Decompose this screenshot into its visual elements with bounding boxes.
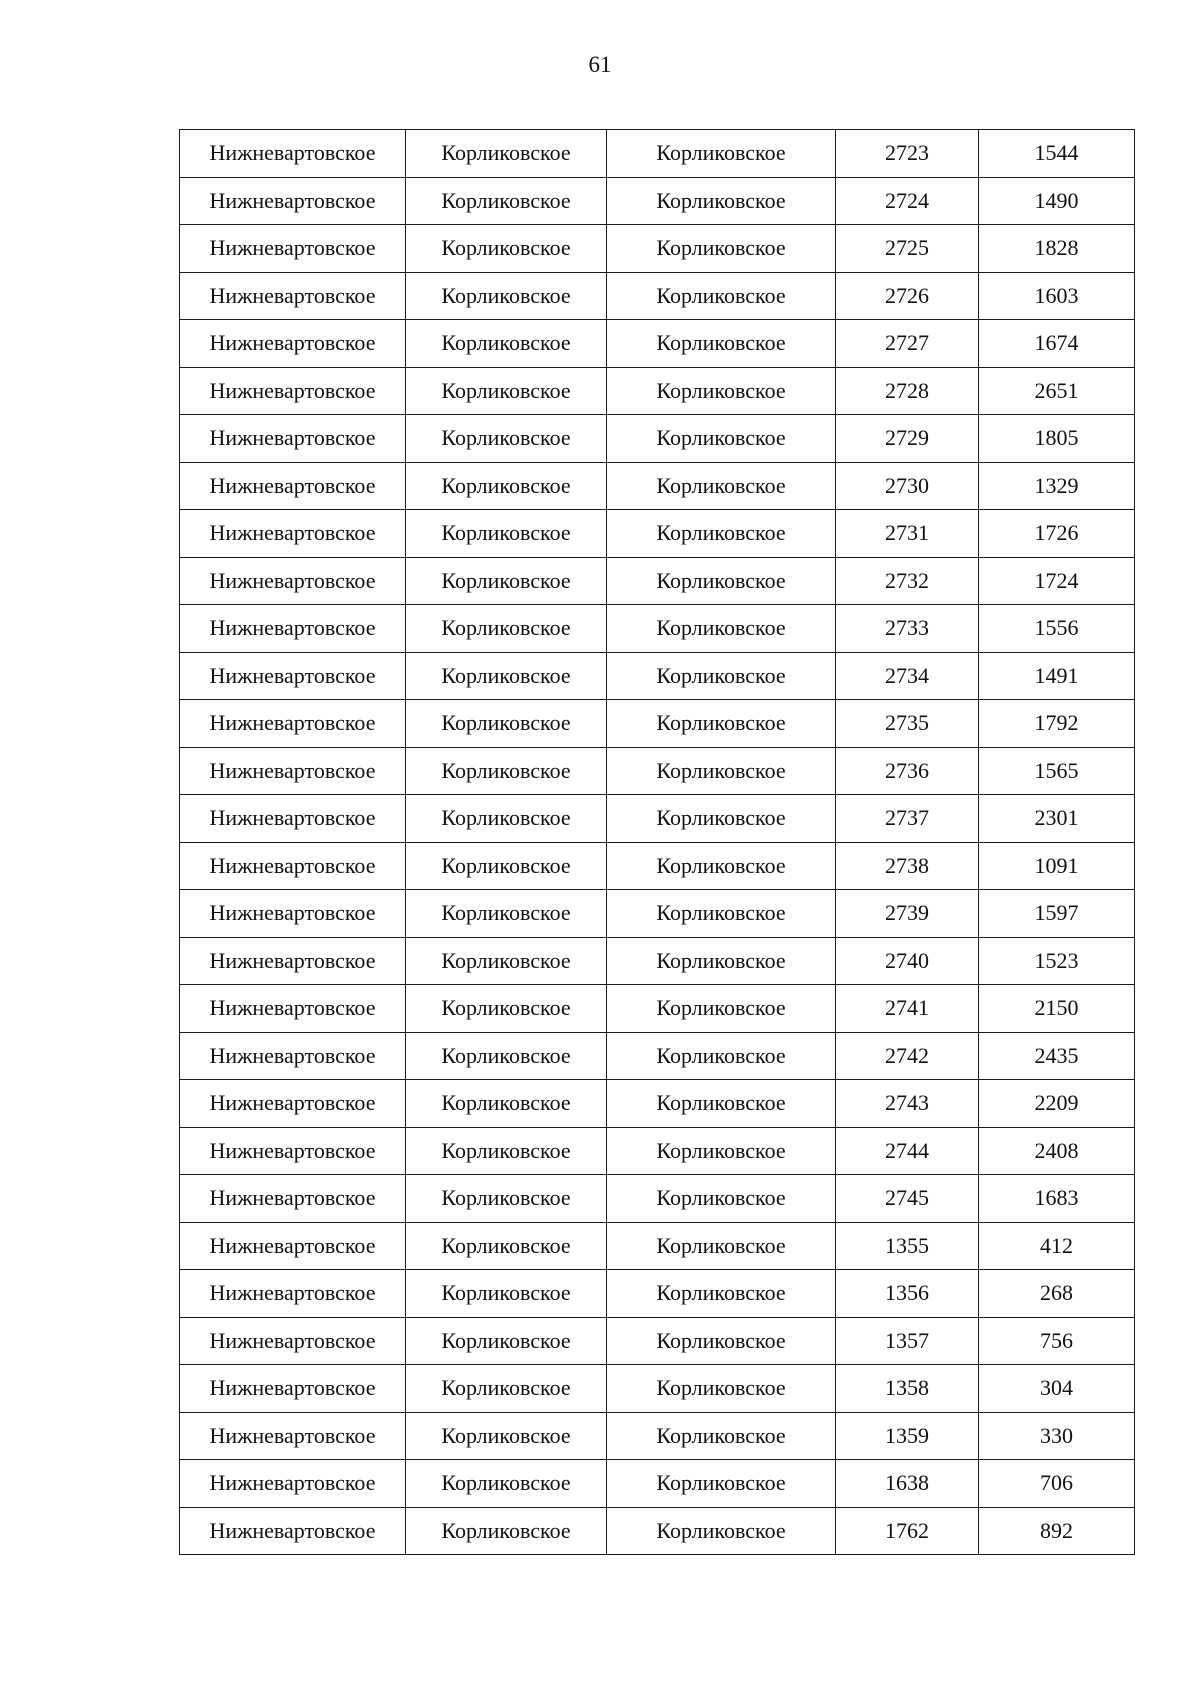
table-row: [180, 367, 1135, 415]
quarter-cell: 1356: [836, 1270, 979, 1318]
table-row: [180, 510, 1135, 558]
subdivision-cell: Корликовское: [607, 415, 836, 463]
district-cell: Нижневартовское: [180, 1270, 406, 1318]
district-cell: Нижневартовское: [180, 795, 406, 843]
quarter-cell: 2741: [836, 985, 979, 1033]
table-row: [180, 1507, 1135, 1555]
forestry-cell: Корликовское: [406, 1222, 607, 1270]
table-row: [180, 557, 1135, 605]
district-cell: Нижневартовское: [180, 937, 406, 985]
value-cell: 304: [979, 1365, 1135, 1413]
forestry-cell: Корликовское: [406, 1270, 607, 1318]
quarter-cell: 2737: [836, 795, 979, 843]
table-row: [180, 605, 1135, 653]
subdivision-cell: Корликовское: [607, 1507, 836, 1555]
quarter-cell: 2738: [836, 842, 979, 890]
value-cell: 1828: [979, 225, 1135, 273]
district-cell: Нижневартовское: [180, 652, 406, 700]
subdivision-cell: Корликовское: [607, 1412, 836, 1460]
quarter-cell: 2745: [836, 1175, 979, 1223]
quarter-cell: 2731: [836, 510, 979, 558]
table-row: [180, 937, 1135, 985]
forestry-cell: Корликовское: [406, 652, 607, 700]
district-cell: Нижневартовское: [180, 130, 406, 178]
value-cell: 1805: [979, 415, 1135, 463]
value-cell: 1544: [979, 130, 1135, 178]
table-row: [180, 1222, 1135, 1270]
district-cell: Нижневартовское: [180, 605, 406, 653]
quarter-cell: 2733: [836, 605, 979, 653]
quarter-cell: 2742: [836, 1032, 979, 1080]
quarter-cell: 2727: [836, 320, 979, 368]
forestry-cell: Корликовское: [406, 557, 607, 605]
district-cell: Нижневартовское: [180, 225, 406, 273]
forestry-cell: Корликовское: [406, 605, 607, 653]
quarter-cell: 2726: [836, 272, 979, 320]
forestry-cell: Корликовское: [406, 1175, 607, 1223]
forestry-cell: Корликовское: [406, 985, 607, 1033]
forestry-cell: Корликовское: [406, 700, 607, 748]
value-cell: 1523: [979, 937, 1135, 985]
table-row: [180, 652, 1135, 700]
forestry-cell: Корликовское: [406, 1507, 607, 1555]
subdivision-cell: Корликовское: [607, 985, 836, 1033]
district-cell: Нижневартовское: [180, 272, 406, 320]
quarter-cell: 2734: [836, 652, 979, 700]
forestry-cell: Корликовское: [406, 130, 607, 178]
district-cell: Нижневартовское: [180, 1080, 406, 1128]
table-row: [180, 842, 1135, 890]
table-row: [180, 415, 1135, 463]
district-cell: Нижневартовское: [180, 842, 406, 890]
value-cell: 1792: [979, 700, 1135, 748]
value-cell: 2435: [979, 1032, 1135, 1080]
subdivision-cell: Корликовское: [607, 1270, 836, 1318]
table-row: [180, 1460, 1135, 1508]
quarter-cell: 2729: [836, 415, 979, 463]
value-cell: 1603: [979, 272, 1135, 320]
value-cell: 2209: [979, 1080, 1135, 1128]
subdivision-cell: Корликовское: [607, 557, 836, 605]
subdivision-cell: Корликовское: [607, 842, 836, 890]
table-row: [180, 1365, 1135, 1413]
quarter-cell: 2728: [836, 367, 979, 415]
forestry-cell: Корликовское: [406, 795, 607, 843]
district-cell: Нижневартовское: [180, 1317, 406, 1365]
forestry-cell: Корликовское: [406, 1317, 607, 1365]
value-cell: 1724: [979, 557, 1135, 605]
subdivision-cell: Корликовское: [607, 1175, 836, 1223]
subdivision-cell: Корликовское: [607, 272, 836, 320]
subdivision-cell: Корликовское: [607, 177, 836, 225]
table-row: [180, 1127, 1135, 1175]
district-cell: Нижневартовское: [180, 177, 406, 225]
table-row: [180, 320, 1135, 368]
quarter-cell: 1762: [836, 1507, 979, 1555]
value-cell: 1091: [979, 842, 1135, 890]
quarter-cell: 2732: [836, 557, 979, 605]
quarter-cell: 1359: [836, 1412, 979, 1460]
value-cell: 1565: [979, 747, 1135, 795]
forestry-cell: Корликовское: [406, 272, 607, 320]
forestry-cell: Корликовское: [406, 842, 607, 890]
value-cell: 1490: [979, 177, 1135, 225]
subdivision-cell: Корликовское: [607, 130, 836, 178]
forestry-cell: Корликовское: [406, 320, 607, 368]
quarter-cell: 1355: [836, 1222, 979, 1270]
subdivision-cell: Корликовское: [607, 795, 836, 843]
subdivision-cell: Корликовское: [607, 937, 836, 985]
forestry-cell: Корликовское: [406, 890, 607, 938]
table-row: [180, 272, 1135, 320]
value-cell: 2408: [979, 1127, 1135, 1175]
district-cell: Нижневартовское: [180, 1460, 406, 1508]
quarter-cell: 2736: [836, 747, 979, 795]
subdivision-cell: Корликовское: [607, 1127, 836, 1175]
page-number: 61: [588, 52, 612, 77]
value-cell: 330: [979, 1412, 1135, 1460]
subdivision-cell: Корликовское: [607, 462, 836, 510]
value-cell: 706: [979, 1460, 1135, 1508]
forestry-cell: Корликовское: [406, 1460, 607, 1508]
value-cell: 412: [979, 1222, 1135, 1270]
quarter-cell: 2744: [836, 1127, 979, 1175]
district-cell: Нижневартовское: [180, 367, 406, 415]
table-row: [180, 1412, 1135, 1460]
district-cell: Нижневартовское: [180, 1222, 406, 1270]
quarter-cell: 2725: [836, 225, 979, 273]
value-cell: 1726: [979, 510, 1135, 558]
subdivision-cell: Корликовское: [607, 1032, 836, 1080]
subdivision-cell: Корликовское: [607, 367, 836, 415]
district-cell: Нижневартовское: [180, 985, 406, 1033]
table-body: [180, 130, 1135, 1555]
quarter-cell: 2743: [836, 1080, 979, 1128]
forestry-cell: Корликовское: [406, 225, 607, 273]
subdivision-cell: Корликовское: [607, 1460, 836, 1508]
quarter-cell: 1638: [836, 1460, 979, 1508]
value-cell: 1556: [979, 605, 1135, 653]
table-row: [180, 1032, 1135, 1080]
district-cell: Нижневартовское: [180, 557, 406, 605]
subdivision-cell: Корликовское: [607, 605, 836, 653]
forestry-cell: Корликовское: [406, 415, 607, 463]
value-cell: 1674: [979, 320, 1135, 368]
quarter-cell: 2740: [836, 937, 979, 985]
subdivision-cell: Корликовское: [607, 1365, 836, 1413]
subdivision-cell: Корликовское: [607, 747, 836, 795]
subdivision-cell: Корликовское: [607, 1317, 836, 1365]
table-row: [180, 177, 1135, 225]
value-cell: 1329: [979, 462, 1135, 510]
quarter-cell: 2730: [836, 462, 979, 510]
district-cell: Нижневартовское: [180, 1365, 406, 1413]
table-row: [180, 985, 1135, 1033]
forestry-cell: Корликовское: [406, 1032, 607, 1080]
value-cell: 1491: [979, 652, 1135, 700]
forestry-cell: Корликовское: [406, 462, 607, 510]
table-row: [180, 1080, 1135, 1128]
subdivision-cell: Корликовское: [607, 225, 836, 273]
table-row: [180, 1317, 1135, 1365]
forestry-cell: Корликовское: [406, 177, 607, 225]
district-cell: Нижневартовское: [180, 1175, 406, 1223]
subdivision-cell: Корликовское: [607, 1222, 836, 1270]
forestry-cell: Корликовское: [406, 937, 607, 985]
quarter-cell: 2735: [836, 700, 979, 748]
table-row: [180, 130, 1135, 178]
value-cell: 756: [979, 1317, 1135, 1365]
quarter-cell: 1358: [836, 1365, 979, 1413]
subdivision-cell: Корликовское: [607, 700, 836, 748]
subdivision-cell: Корликовское: [607, 652, 836, 700]
forestry-cell: Корликовское: [406, 1365, 607, 1413]
table-row: [180, 462, 1135, 510]
table-row: [180, 890, 1135, 938]
value-cell: 2651: [979, 367, 1135, 415]
value-cell: 268: [979, 1270, 1135, 1318]
value-cell: 2150: [979, 985, 1135, 1033]
subdivision-cell: Корликовское: [607, 510, 836, 558]
district-cell: Нижневартовское: [180, 1032, 406, 1080]
subdivision-cell: Корликовское: [607, 1080, 836, 1128]
quarter-cell: 2723: [836, 130, 979, 178]
forestry-cell: Корликовское: [406, 1080, 607, 1128]
table-row: [180, 747, 1135, 795]
table-row: [180, 225, 1135, 273]
value-cell: 1683: [979, 1175, 1135, 1223]
value-cell: 1597: [979, 890, 1135, 938]
forestry-cell: Корликовское: [406, 367, 607, 415]
district-cell: Нижневартовское: [180, 890, 406, 938]
district-cell: Нижневартовское: [180, 320, 406, 368]
subdivision-cell: Корликовское: [607, 890, 836, 938]
forestry-cell: Корликовское: [406, 510, 607, 558]
forestry-cell: Корликовское: [406, 1127, 607, 1175]
table-row: [180, 1175, 1135, 1223]
subdivision-cell: Корликовское: [607, 320, 836, 368]
value-cell: 892: [979, 1507, 1135, 1555]
table-row: [180, 795, 1135, 843]
value-cell: 2301: [979, 795, 1135, 843]
quarter-cell: 2739: [836, 890, 979, 938]
quarter-cell: 1357: [836, 1317, 979, 1365]
data-table: [179, 129, 1135, 1555]
district-cell: Нижневартовское: [180, 1412, 406, 1460]
district-cell: Нижневартовское: [180, 700, 406, 748]
district-cell: Нижневартовское: [180, 1507, 406, 1555]
table-row: [180, 1270, 1135, 1318]
district-cell: Нижневартовское: [180, 462, 406, 510]
district-cell: Нижневартовское: [180, 510, 406, 558]
district-cell: Нижневартовское: [180, 1127, 406, 1175]
quarter-cell: 2724: [836, 177, 979, 225]
forestry-cell: Корликовское: [406, 747, 607, 795]
district-cell: Нижневартовское: [180, 747, 406, 795]
district-cell: Нижневартовское: [180, 415, 406, 463]
forestry-cell: Корликовское: [406, 1412, 607, 1460]
table-row: [180, 700, 1135, 748]
